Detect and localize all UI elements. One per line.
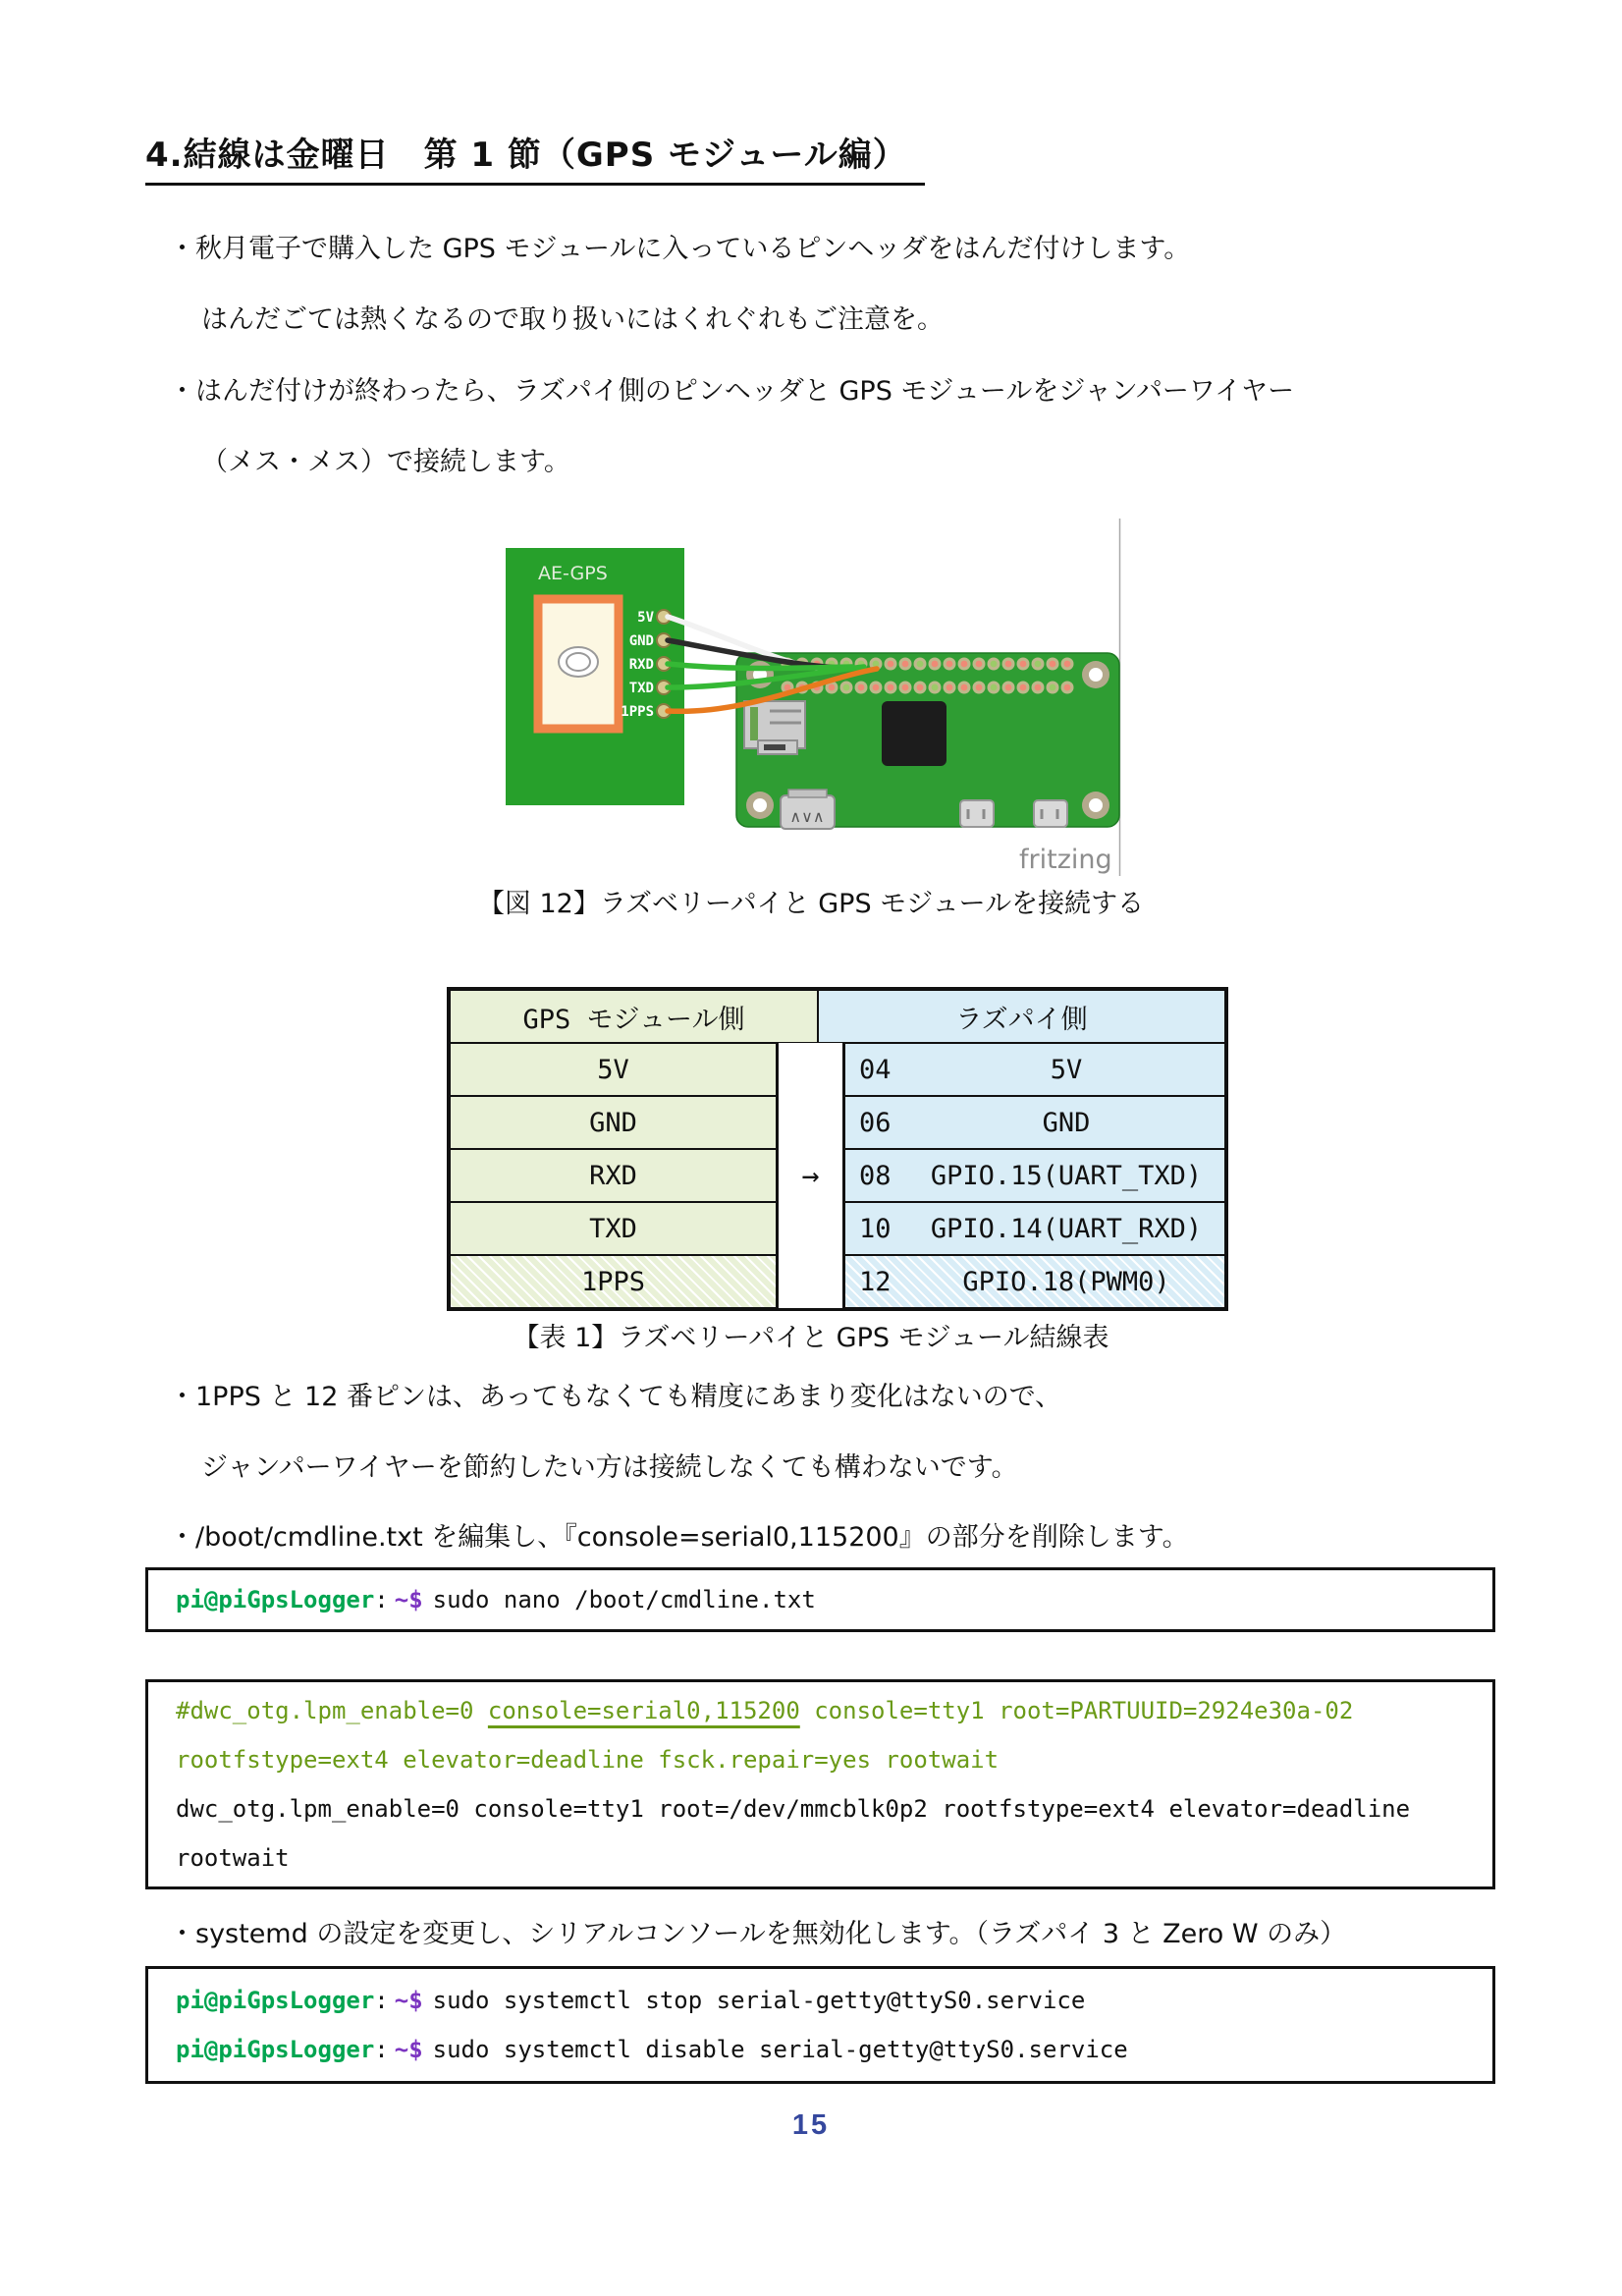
command-text: sudo systemctl disable serial-getty@ttyS0.service — [432, 2036, 1128, 2063]
terminal-line: pi@piGpsLogger: ~$ sudo nano /boot/cmdline.txt — [176, 1586, 816, 1613]
fritzing-diagram — [491, 519, 1129, 876]
note-1pps: ・1PPS と 12 番ピンは、あってもなくても精度にあまり変化はないので、 — [169, 1382, 1062, 1412]
cmdline-old-line1: #dwc_otg.lpm_enable=0 console=serial0,115200 console=tty1 root=PARTUUID=2924e30a-02 — [176, 1697, 1354, 1724]
gps-pin-label-1pps: 1PPS — [621, 704, 654, 720]
wiring-diagram-figure — [491, 519, 1129, 876]
microsd-slot — [744, 701, 805, 754]
shell-prompt: pi@piGpsLogger — [176, 2036, 375, 2063]
table-row-gps: TXD — [450, 1202, 779, 1255]
bullet-connect-detail: （メス・メス）で接続します。 — [201, 447, 570, 477]
bullet-connect: ・はんだ付けが終わったら、ラズパイ側のピンヘッダと GPS モジュールをジャンパーワイヤー — [169, 376, 1295, 407]
table-row-gps: RXD — [450, 1149, 779, 1202]
bullet-solder: ・秋月電子で購入した GPS モジュールに入っているピンヘッダをはんだ付けします。 — [169, 234, 1191, 264]
gps-module-board — [506, 548, 684, 805]
cmdline-content-box — [145, 1679, 1495, 1889]
table-row-gps: GND — [450, 1096, 779, 1149]
gps-board-label: AE-GPS — [538, 563, 608, 584]
table-row-pi: 06 GND — [842, 1096, 1225, 1149]
gps-pin-label-5v: 5V — [637, 610, 654, 626]
table-row-pi: 04 5V — [842, 1043, 1225, 1096]
table-row-pi-optional: 12 GPIO.18(PWM0) — [842, 1255, 1225, 1308]
prompt-tilde: ~$ — [394, 1586, 423, 1613]
cmdline-new-line2: rootwait — [176, 1844, 290, 1872]
note-systemd: ・systemd の設定を変更し、シリアルコンソールを無効化します。（ラズパイ 3 と Zero W のみ） — [169, 1919, 1347, 1949]
table-row-pi: 10 GPIO.14(UART_RXD) — [842, 1202, 1225, 1255]
cmdline-delete-target: console=serial0,115200 — [487, 1697, 800, 1724]
prompt-tilde: ~$ — [394, 2036, 423, 2063]
terminal-line: pi@piGpsLogger: ~$ sudo systemctl disable serial-getty@ttyS0.service — [176, 2036, 1128, 2063]
table-header-pi: ラズパイ側 — [818, 990, 1225, 1043]
table-row-gps: 5V — [450, 1043, 779, 1096]
terminal-box-nano — [145, 1567, 1495, 1632]
page-number: 15 — [791, 2109, 831, 2141]
soc-chip — [882, 701, 946, 766]
shell-prompt: pi@piGpsLogger — [176, 1586, 375, 1613]
cmdline-old-line2: rootfstype=ext4 elevator=deadline fsck.repair=yes rootwait — [176, 1746, 1000, 1774]
fritzing-watermark: fritzing — [1019, 845, 1112, 875]
command-text: sudo systemctl stop serial-getty@ttyS0.service — [432, 1987, 1086, 2014]
gps-pin-label-gnd: GND — [628, 633, 654, 649]
table-caption: 【表 1】ラズベリーパイと GPS モジュール結線表 — [513, 1323, 1109, 1353]
terminal-box-systemctl — [145, 1966, 1495, 2084]
prompt-tilde: ~$ — [394, 1987, 423, 2014]
svg-text:∧∨∧: ∧∨∧ — [789, 807, 825, 826]
table-row-pi: 08 GPIO.15(UART_TXD) — [842, 1149, 1225, 1202]
command-text: sudo nano /boot/cmdline.txt — [432, 1586, 816, 1613]
section-heading — [145, 128, 925, 186]
figure-caption: 【図 12】ラズベリーパイと GPS モジュールを接続する — [477, 889, 1145, 919]
terminal-line: pi@piGpsLogger: ~$ sudo systemctl stop serial-getty@ttyS0.service — [176, 1987, 1086, 2014]
note-1pps-detail: ジャンパーワイヤーを節約したい方は接続しなくても構わないです。 — [201, 1452, 1018, 1483]
table-header-gps: GPS モジュール側 — [450, 990, 818, 1043]
gps-pin-label-txd: TXD — [628, 681, 654, 696]
table-row-gps-optional: 1PPS — [450, 1255, 779, 1308]
note-cmdline: ・/boot/cmdline.txt を編集し、『console=serial0,115200』の部分を削除します。 — [169, 1522, 1189, 1553]
connection-arrow: → — [801, 1158, 820, 1193]
section-heading-text: 4.結線は金曜日 第 1 節（GPS モジュール編） — [145, 128, 925, 186]
cmdline-new-line1: dwc_otg.lpm_enable=0 console=tty1 root=/dev/mmcblk0p2 rootfstype=ext4 elevator=deadline — [176, 1795, 1411, 1823]
mini-hdmi-port — [781, 790, 835, 829]
shell-prompt: pi@piGpsLogger — [176, 1987, 375, 2014]
bullet-solder-caution: はんだごては熱くなるので取り扱いにはくれぐれもご注意を。 — [201, 304, 944, 335]
gps-pin-label-rxd: RXD — [628, 657, 654, 673]
raspberry-pi-board — [736, 653, 1119, 829]
pin-connection-table — [447, 987, 1228, 1311]
